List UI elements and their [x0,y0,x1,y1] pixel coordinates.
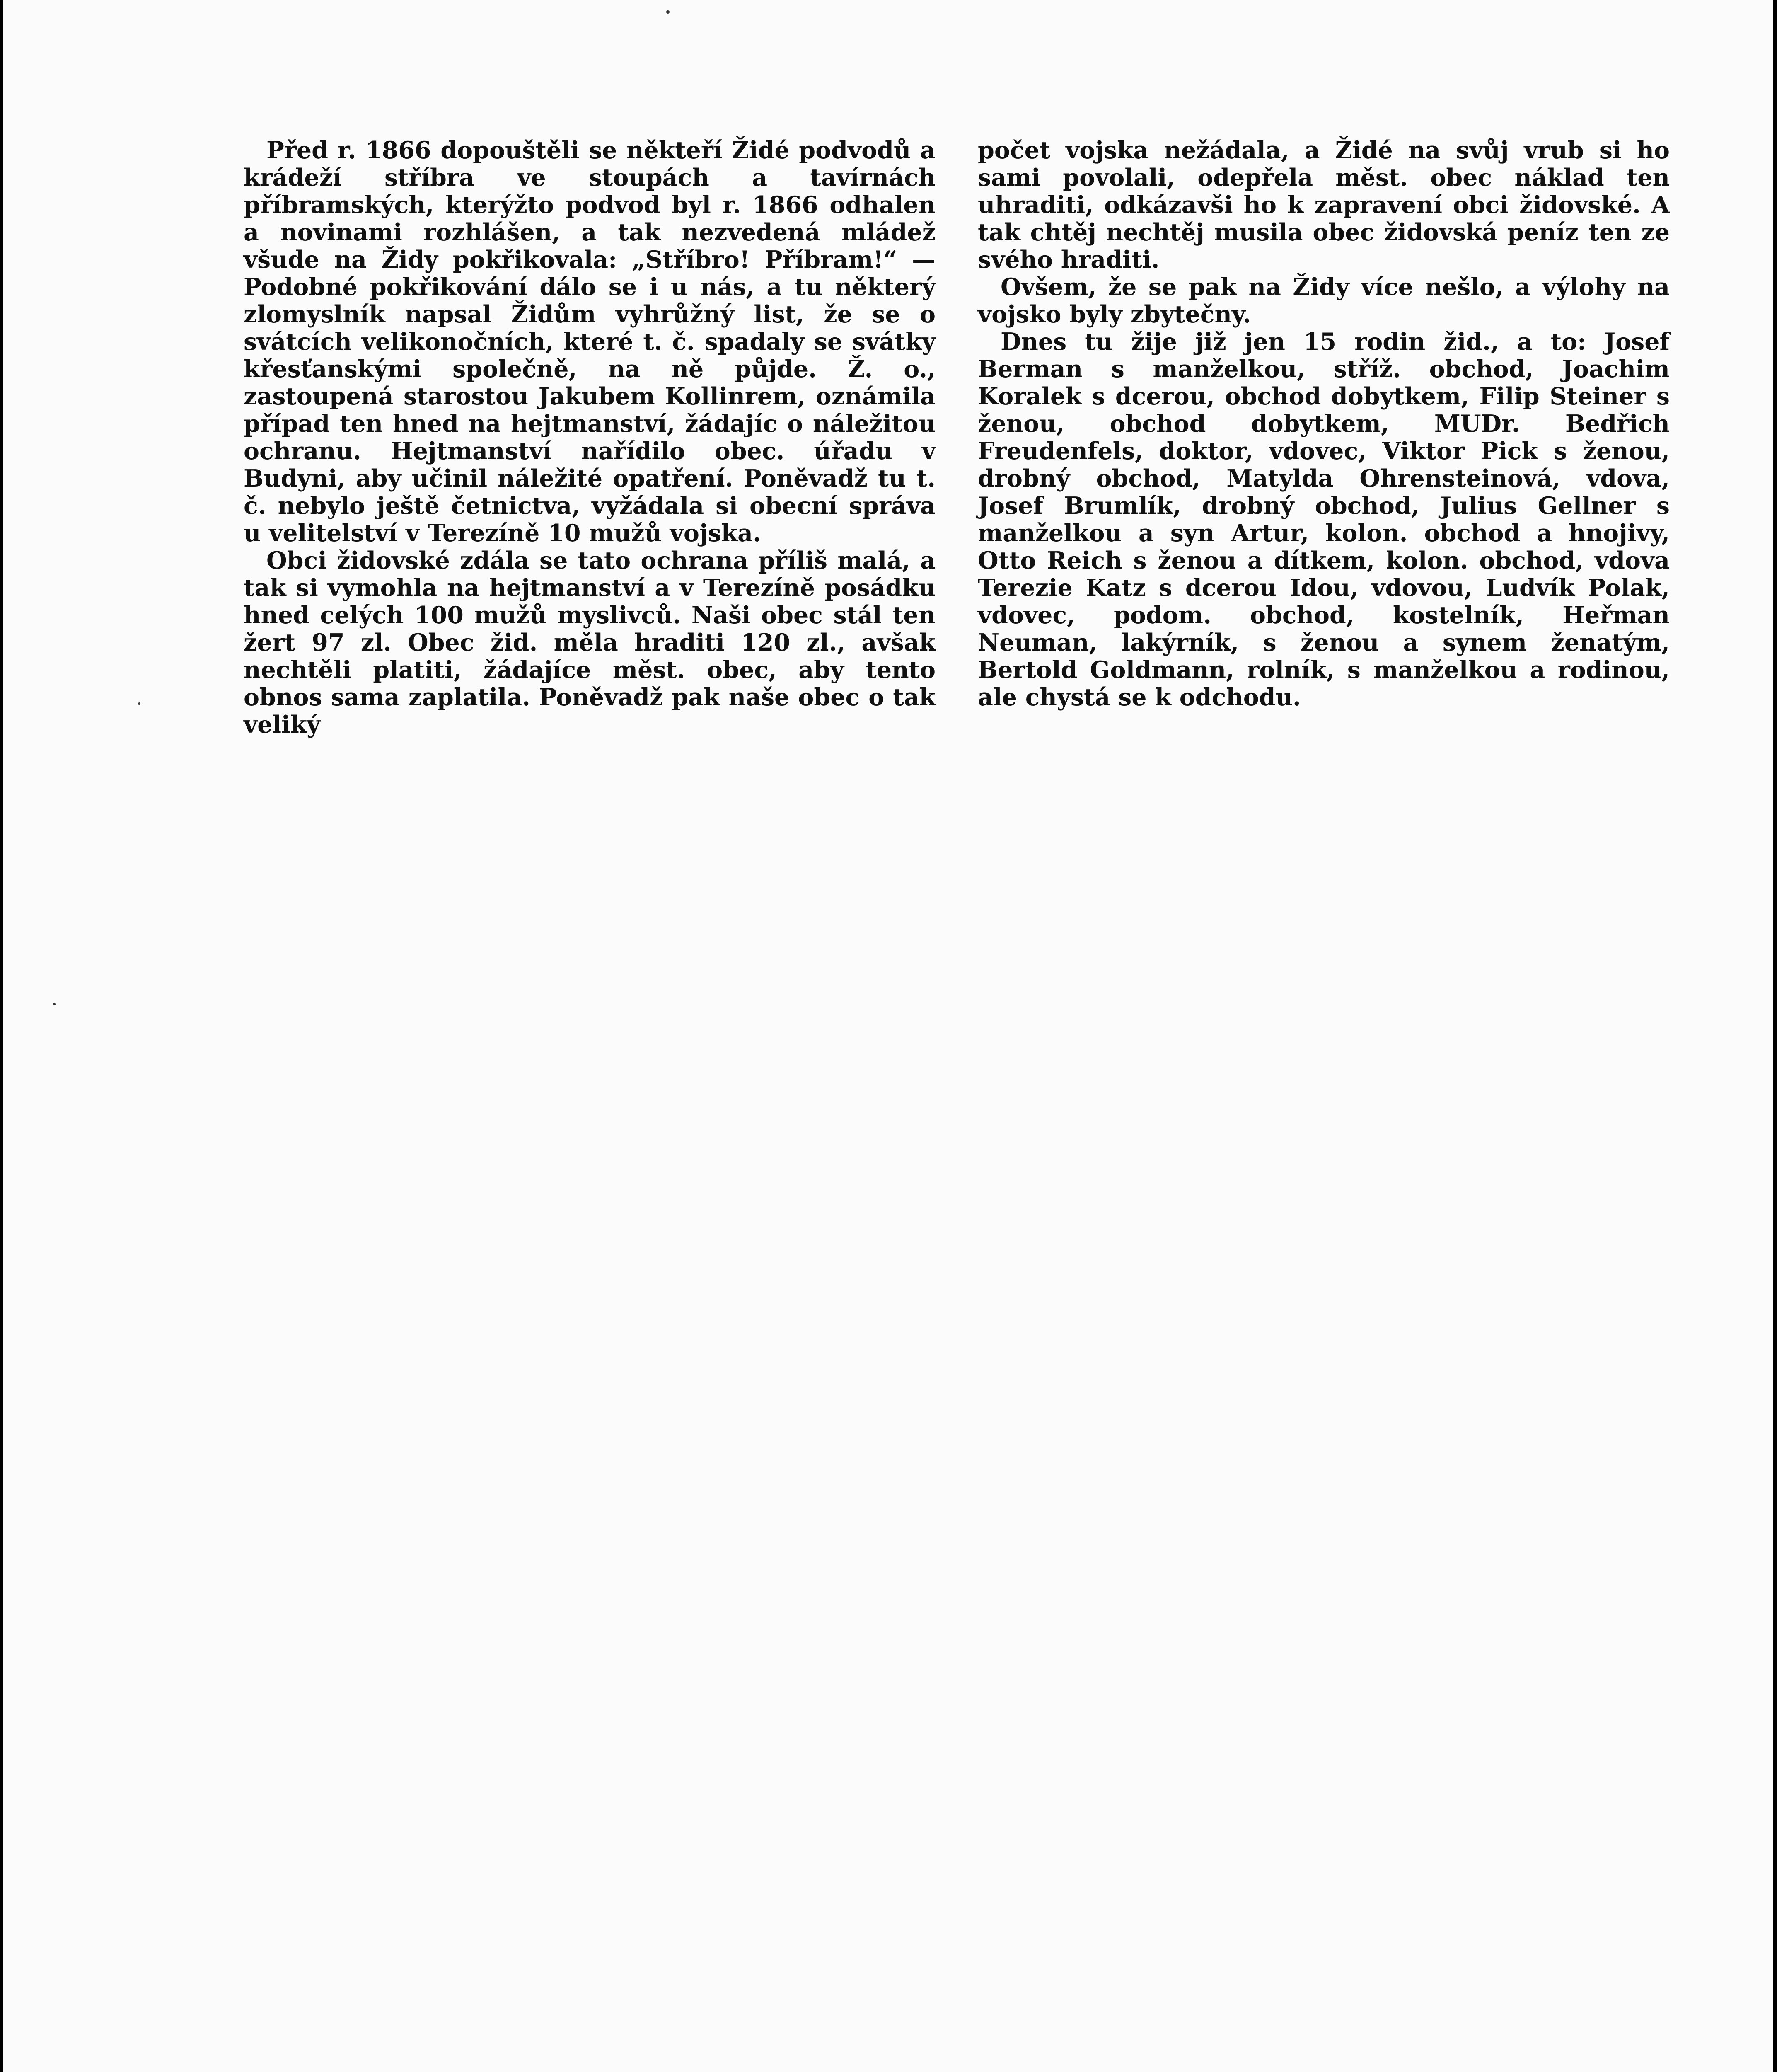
paragraph-continuation: počet vojska nežádala, a Židé na svůj vrub si ho sami povolali, odepřela měst. obec náklad ten uhraditi, odkázavši ho k zapravení obci židovské. A tak chtěj nechtěj musila obec židovská peníz ten ze svého hraditi. [978,136,1670,274]
paragraph: Před r. 1866 dopouštěli se někteří Židé podvodů a krádeží stříbra ve stoupách a tavírnách příbramských, kterýžto podvod byl r. 1866 odhalen a novinami rozhlášen, a tak nezvedená mládež všude na Židy pokřikovala: „Stříbro! Příbram!“ — Podobné pokřikování dálo se i u nás, a tu některý zlomyslník napsal Židům vyhrůžný list, že se o svátcích velikonočních, které t. č. spadaly se svátky křesťanskými společně, na ně půjde. Ž. o., zastoupená starostou Jakubem Kollinrem, oznámila případ ten hned na hejtmanství, žádajíc o náležitou ochranu. Hejtmanství nařídilo obec. úřadu v Budyni, aby učinil náležité opatření. Poněvadž tu t. č. nebylo ještě četnictva, vyžádala si obecní správa u velitelství v Terezíně 10 mužů vojska. [244,136,936,547]
paragraph: Obci židovské zdála se tato ochrana příliš malá, a tak si vymohla na hejtmanství a v Terezíně posádku hned celých 100 mužů myslivců. Naši obec stál ten žert 97 zl. Obec žid. měla hraditi 120 zl., avšak nechtěli platiti, žádajíce měst. obec, aby tento obnos sama zaplatila. Poněvadž pak naše obec o tak veliký [244,547,936,738]
paragraph: Ovšem, že se pak na Židy více nešlo, a výlohy na vojsko byly zbytečny. [978,273,1670,328]
left-column [244,137,936,738]
right-column [978,137,1670,711]
dust-speck [138,702,140,705]
scan-edge-right [1773,0,1777,2072]
dust-speck [666,10,670,14]
document-page [3,0,1773,2072]
dust-speck [53,1003,56,1005]
paragraph: Dnes tu žije již jen 15 rodin žid., a to: Josef Berman s manželkou, stříž. obchod, Joachim Koralek s dcerou, obchod dobytkem, Filip Steiner s ženou, obchod dobytkem, MUDr. Bedřich Freudenfels, doktor, vdovec, Viktor Pick s ženou, drobný obchod, Matylda Ohrensteinová, vdova, Josef Brumlík, drobný obchod, Julius Gellner s manželkou a syn Artur, kolon. obchod a hnojivy, Otto Reich s ženou a dítkem, kolon. obchod, vdova Terezie Katz s dcerou Idou, vdovou, Ludvík Polak, vdovec, podom. obchod, kostelník, Heřman Neuman, lakýrník, s ženou a synem ženatým, Bertold Goldmann, rolník, s manželkou a rodinou, ale chystá se k odchodu. [978,328,1670,711]
scan-edge-left [0,0,3,2072]
